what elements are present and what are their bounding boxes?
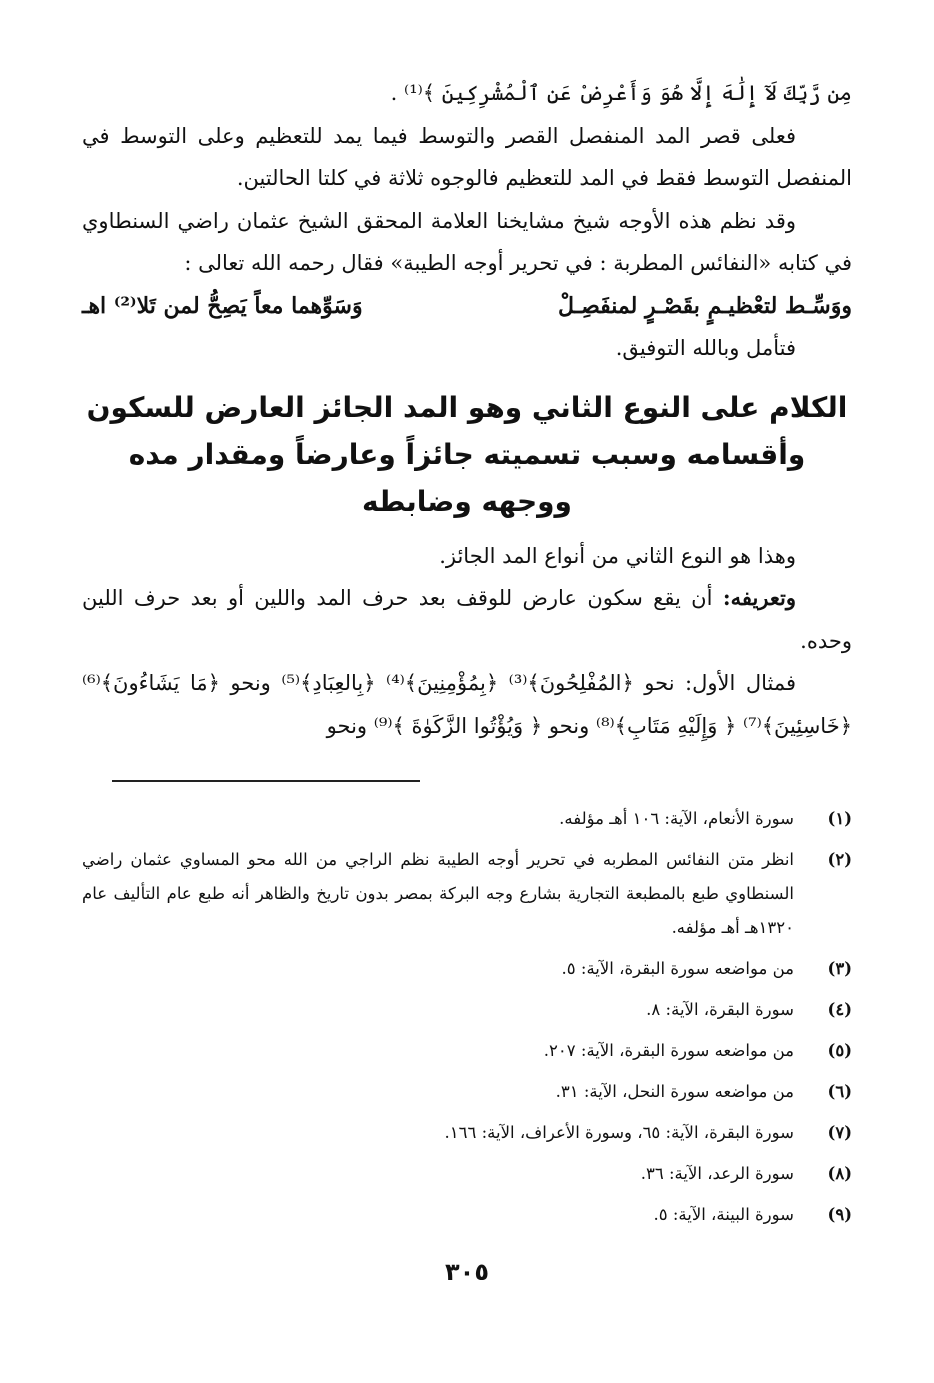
footnote-text: من مواضعه سورة البقرة، الآية: ٥.: [561, 959, 794, 978]
footnote-divider: [112, 780, 420, 782]
footnote-number: (٩): [827, 1205, 852, 1224]
footnote-number: (٧): [827, 1123, 852, 1142]
footnote-text: سورة الأنعام، الآية: ١٠٦ أهـ مؤلفه.: [559, 809, 794, 828]
footnote-text: سورة البقرة، الآية: ٦٥، وسورة الأعراف، الآية: ١٦٦.: [444, 1123, 794, 1142]
footnote-number: (٤): [827, 1000, 852, 1019]
page-number: ٣٠٥: [445, 1258, 489, 1286]
footnote-text: سورة الرعد، الآية: ٣٦.: [640, 1164, 794, 1183]
footnote-number: (٣): [827, 959, 852, 978]
definition-label: وتعريفه:: [722, 585, 796, 610]
paragraph: فتأمل وبالله التوفيق.: [615, 336, 796, 360]
footnote-text: سورة البينة، الآية: ٥.: [653, 1205, 794, 1224]
footnote-text: من مواضعه سورة النحل، الآية: ٣١.: [555, 1082, 794, 1101]
footnote-item: [82, 993, 852, 1027]
poem-hemistich-first: ووَسِّـط لتعْظيـمٍ بقَصْـرٍ لمنفَصِـلْ: [557, 292, 852, 319]
definition-text: أن يقع سكون عارض للوقف بعد حرف المد واللين أو بعد حرف اللين وحده.: [82, 586, 852, 653]
footnote-number: (٦): [827, 1082, 852, 1101]
quran-verse-line: مِن رَّبِّكَ لَآ إِلَٰهَ إِلَّا هُوَ وَأَعْرِضْ عَنِ ٱلْمُشْرِكِينَ ﴾⁽¹⁾ .: [390, 81, 852, 105]
main-text: [82, 72, 852, 747]
footnotes: [82, 802, 852, 1239]
footnote-text: من مواضعه سورة البقرة، الآية: ٢٠٧.: [543, 1041, 794, 1060]
footnote-text: سورة البقرة، الآية: ٨.: [646, 1000, 794, 1019]
footnote-number: (٢): [827, 850, 852, 869]
poem-hemistich-second: وَسَوِّهما معاً يَصِحُّ لمن تَلا⁽²⁾ اهـ: [82, 292, 363, 319]
paragraph: فعلى قصر المد المنفصل القصر والتوسط فيما يمد للتعظيم وعلى التوسط في المنفصل التوسط فقط في المد للتعظيم فالوجوه ثلاثة في كلتا الحالتين.: [82, 123, 852, 190]
paragraph: وهذا هو النوع الثاني من أنواع المد الجائز.: [439, 543, 796, 568]
definition-paragraph: [82, 577, 852, 662]
footnote-item: [82, 843, 852, 945]
footnote-text: انظر متن النفائس المطربه في تحرير أوجه الطيبة نظم الراجي من الله محو المساوي عثمان راضي السنطاوي طبع بالمطبعة التجارية بشارع وجه البركة بمصر بدون تاريخ والظاهر أنه طبع عام التأليف عام ١٣٢٠هـ أهـ مؤلفه.: [82, 850, 794, 937]
footnote-number: (١): [827, 809, 852, 828]
footnote-item: [82, 1198, 852, 1232]
footnote-item: [82, 1034, 852, 1068]
section-heading: الكلام على النوع الثاني وهو المد الجائز العارض للسكون وأقسامه وسبب تسميته جائزاً وعارضاً ومقدار مده ووجهه وضابطه: [86, 390, 848, 518]
footnote-item: [82, 1116, 852, 1150]
footnote-number: (٥): [827, 1041, 852, 1060]
footnote-item: [82, 1157, 852, 1191]
paragraph: وقد نظم هذه الأوجه شيخ مشايخنا العلامة المحقق الشيخ عثمان راضي السنطاوي في كتابه «النفائس المطربة : في تحرير أوجه الطيبة» فقال رحمه الله تعالى :: [82, 208, 852, 275]
poem-verse: [82, 285, 852, 328]
footnote-item: [82, 802, 852, 836]
examples-paragraph: فمثال الأول: نحو ﴿المُفْلِحُونَ﴾⁽³⁾ ﴿بِمُؤْمِنِينَ﴾⁽⁴⁾ ﴿بِالعِبَادِ﴾⁽⁵⁾ ونحو ﴿مَا يَشَاءُونَ﴾⁽⁶⁾ ﴿خَاسِئِينَ﴾⁽⁷⁾ ﴿ وَإِلَيْهِ مَتَابِ﴾⁽⁸⁾ ونحو ﴿ وَيُؤْتُوا الزَّكَوٰةَ ﴾⁽⁹⁾ ونحو: [82, 671, 852, 738]
footnote-number: (٨): [827, 1164, 852, 1183]
footnote-item: [82, 1075, 852, 1109]
footnote-item: [82, 952, 852, 986]
